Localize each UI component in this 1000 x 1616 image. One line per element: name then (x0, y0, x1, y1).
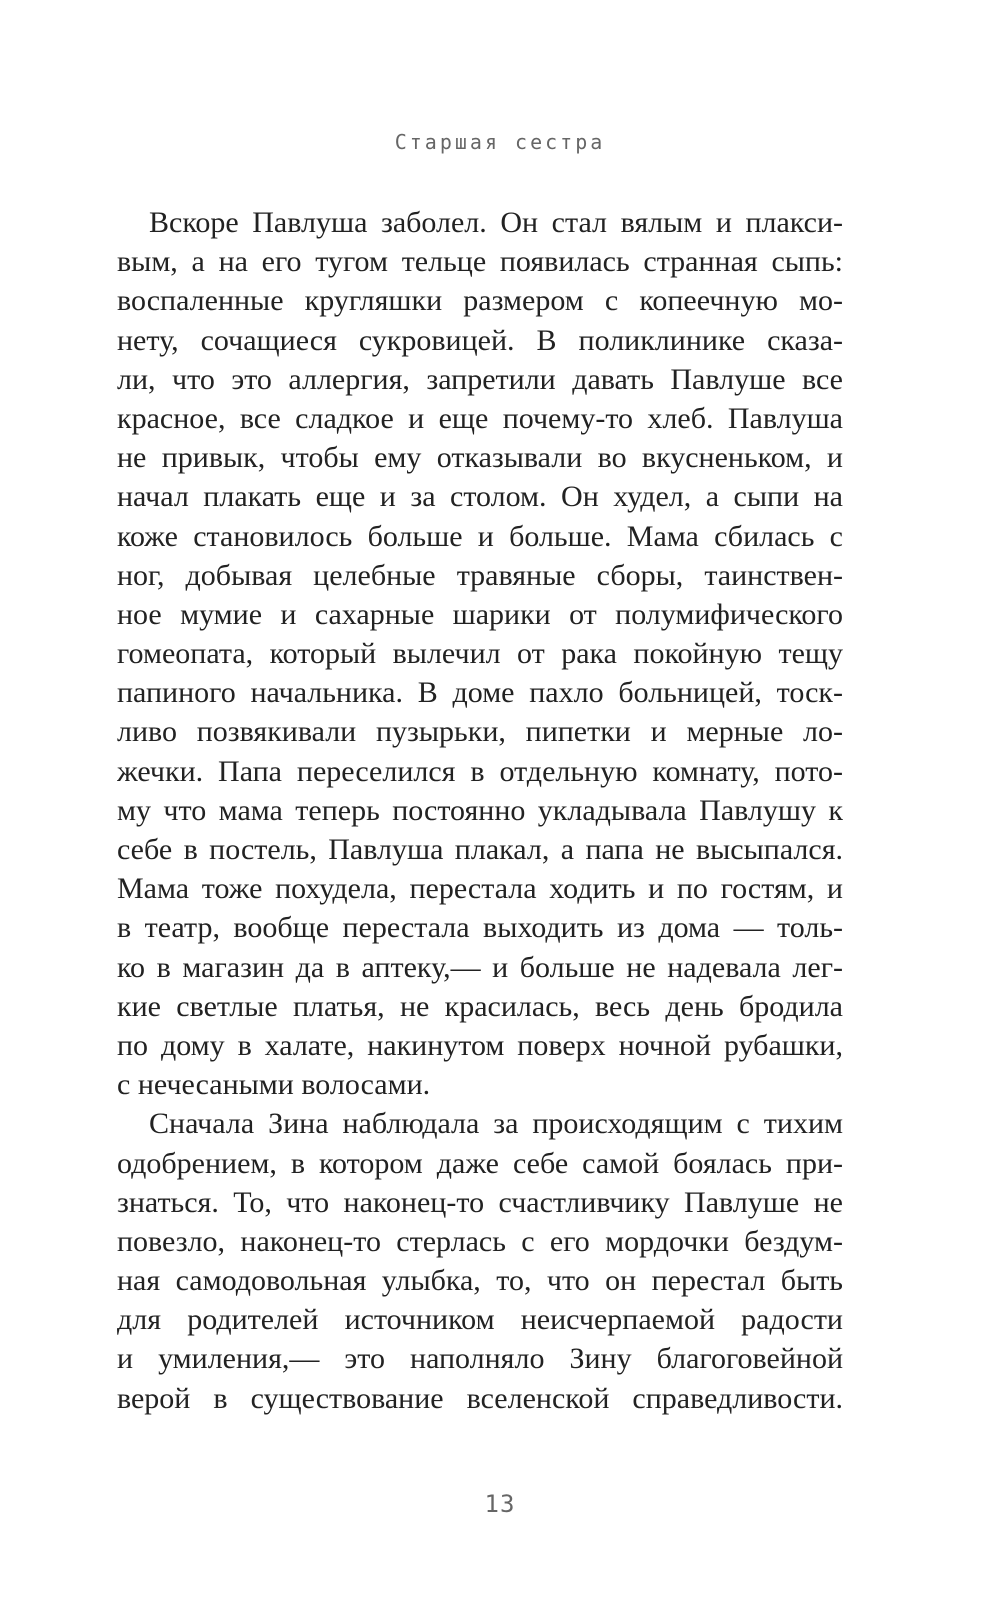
text-line: кие светлые платья, не красилась, весь день бродила (117, 989, 843, 1023)
body-text (117, 203, 843, 1418)
text-line: верой в существование вселенской справедливости. (117, 1381, 843, 1415)
text-line: Мама тоже похудела, перестала ходить и по гостям, и (117, 872, 843, 906)
text-line: коже становилось больше и больше. Мама сбилась с (117, 519, 843, 553)
text-line: с нечесаными волосами. (117, 1068, 431, 1102)
text-line: для родителей источником неисчерпаемой радости (117, 1303, 843, 1337)
text-line: знаться. То, что наконец-то счастливчику Павлуше не (117, 1185, 843, 1219)
text-line: нету, сочащиеся сукровицей. В поликлинике сказа- (117, 323, 843, 357)
text-line: му что мама теперь постоянно укладывала Павлушу к (117, 793, 843, 827)
paragraph-2 (117, 1104, 843, 1418)
text-line: Вскоре Павлуша заболел. Он стал вялым и плакси- (149, 206, 843, 239)
text-line: ко в магазин да в аптеку,— и больше не надевала лег- (117, 950, 843, 984)
text-line: красное, все сладкое и еще почему-то хлеб. Павлуша (117, 401, 843, 435)
text-line: жечки. Папа переселился в отдельную комнату, пото- (117, 754, 843, 788)
text-line: начал плакать еще и за столом. Он худел, а сыпи на (117, 480, 843, 514)
text-line: себе в постель, Павлуша плакал, а папа не высыпался. (117, 833, 843, 866)
running-head: Старшая сестра (394, 130, 606, 154)
text-line: повезло, наконец-то стерлась с его мордочки бездум- (117, 1224, 843, 1258)
text-line: по дому в халате, накинутом поверх ночной рубашки, (117, 1028, 843, 1062)
text-line: одобрением, в котором даже себе самой боялась при- (117, 1146, 843, 1180)
text-line: Сначала Зина наблюдала за происходящим с тихим (149, 1107, 843, 1141)
page-number: 13 (484, 1490, 516, 1518)
text-line: ливо позвякивали пузырьки, пипетки и мерные ло- (117, 715, 843, 749)
text-line: вым, а на его тугом тельце появилась странная сыпь: (117, 245, 843, 279)
text-line: ная самодовольная улыбка, то, что он перестал быть (117, 1264, 843, 1298)
text-line: и умиления,— это наполняло Зину благоговейной (117, 1342, 843, 1376)
text-line: ног, добывая целебные травяные сборы, таинствен- (117, 558, 843, 592)
paragraph-1 (117, 203, 843, 1104)
text-line: не привык, чтобы ему отказывали во вкусненьком, и (117, 441, 843, 475)
text-line: воспаленные кругляшки размером с копеечную мо- (117, 284, 843, 318)
text-line: гомеопата, который вылечил от рака покойную тещу (117, 637, 843, 671)
text-line: папиного начальника. В доме пахло больницей, тоск- (117, 676, 843, 710)
text-line: в театр, вообще перестала выходить из дома — толь- (117, 911, 843, 945)
text-line: ли, что это аллергия, запретили давать Павлуше все (117, 362, 843, 396)
text-line: ное мумие и сахарные шарики от полумифического (117, 597, 843, 631)
